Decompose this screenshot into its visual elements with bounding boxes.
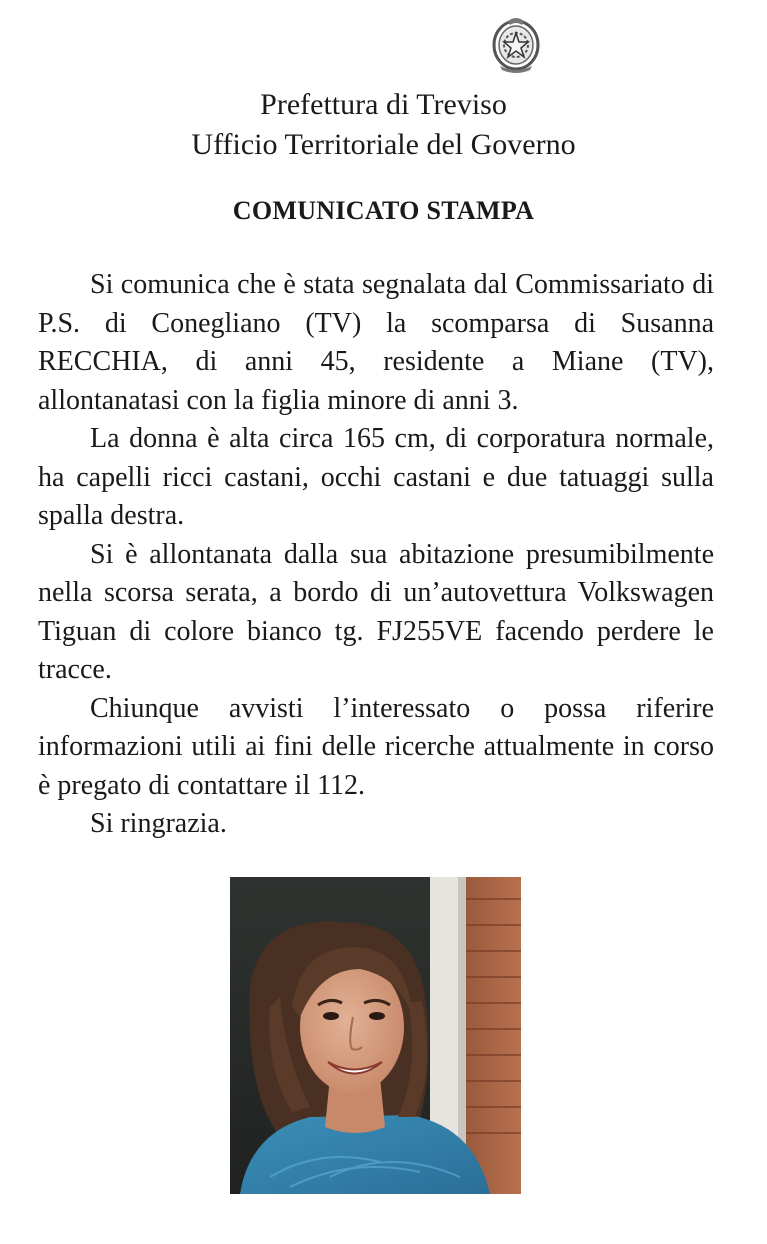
prefecture-name: Prefettura di Treviso xyxy=(260,88,507,121)
office-name: Ufficio Territoriale del Governo xyxy=(191,128,576,161)
paragraph-4: Chiunque avvisti l’interessato o possa riferire informazioni utili ai fini delle ricerche attualmente in corso è pregato di contattare il 112. xyxy=(38,692,714,801)
paragraph-1: Si comunica che è stata segnalata dal Commissariato di P.S. di Conegliano (TV) la scomparsa di Susanna RECCHIA, di anni 45, residente a Miane (TV), allontanatasi con la figlia minore di anni 3. xyxy=(38,269,714,416)
press-release-body xyxy=(38,266,714,844)
paragraph-2: La donna è alta circa 165 cm, di corporatura normale, ha capelli ricci castani, occhi castani e due tatuaggi sulla spalla destra. xyxy=(38,423,714,531)
italian-republic-emblem-icon xyxy=(490,12,542,74)
paragraph-5: Si ringrazia. xyxy=(90,808,227,839)
portrait-photo xyxy=(230,877,521,1194)
document-title: COMUNICATO STAMPA xyxy=(232,196,535,225)
paragraph-3: Si è allontanata dalla sua abitazione presumibilmente nella scorsa serata, a bordo di un’autovettura Volkswagen Tiguan di colore bianco tg. FJ255VE facendo perdere le tracce. xyxy=(38,538,714,685)
